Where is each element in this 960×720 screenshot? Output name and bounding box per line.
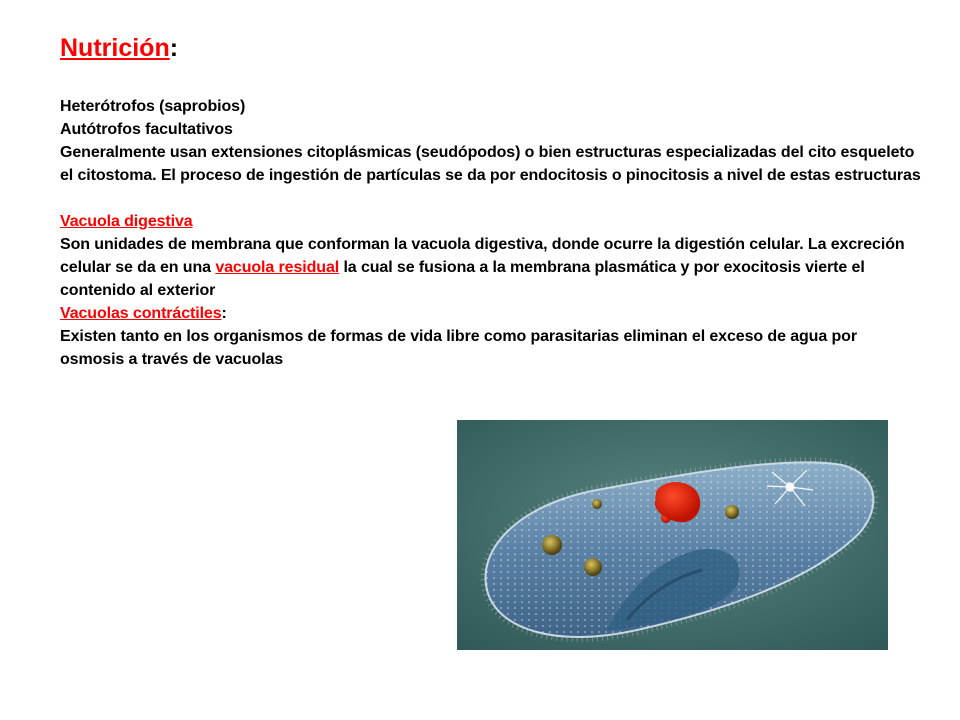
title-colon: : [169, 34, 179, 62]
food-vacuole [584, 558, 602, 576]
digestive-vacuole-link[interactable]: Vacuola digestiva [60, 213, 193, 230]
contractile-paragraph: Existen tanto en los organismos de formas de vida libre como parasitarias eliminan el exceso de agua por osmosis a través de vacuolas [60, 328, 857, 368]
contractile-vacuole-heading [60, 302, 922, 325]
autotrophs-line: Autótrofos facultativos [60, 121, 233, 138]
page-title [60, 34, 178, 63]
content-body [60, 95, 922, 371]
digestive-text-before: Son unidades de membrana que conforman la vacuola digestiva, donde ocurre la digestión celular. La excreción celular se da en una [60, 236, 905, 276]
digestive-vacuole-heading [60, 210, 922, 233]
heterotrophs-line: Heterótrofos (saprobios) [60, 98, 246, 115]
spacer [60, 187, 922, 210]
food-vacuole [592, 499, 602, 509]
residual-vacuole-link[interactable]: vacuola residual [215, 259, 340, 276]
intro-paragraph: Generalmente usan extensiones citoplásmicas (seudópodos) o bien estructuras especializadas del cito esqueleto el citostoma. El proceso de ingestión de partículas se da por endocitosis o pinocitosis a nivel de estas estructuras [60, 144, 921, 184]
food-vacuole [542, 535, 562, 555]
digestive-text-after: la cual se fusiona a la membrana plasmática y por exocitosis vierte el contenido al exterior [60, 259, 865, 299]
contractile-vacuole-link[interactable]: Vacuolas contráctiles [60, 305, 222, 322]
digestive-paragraph [60, 233, 922, 302]
contractile-colon: : [221, 305, 227, 322]
food-vacuole [725, 505, 739, 519]
title-label: Nutrición [60, 34, 170, 62]
paramecium-illustration [457, 420, 888, 650]
